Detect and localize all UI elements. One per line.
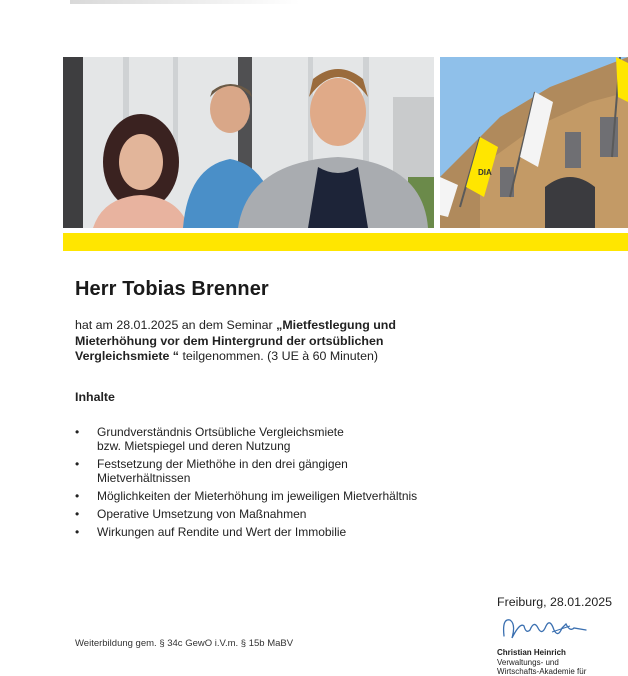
contents-heading: Inhalte	[75, 390, 115, 404]
signatory-org-line: Verwaltungs- und	[497, 658, 559, 667]
list-item	[75, 525, 505, 539]
list-item-line: Mietverhältnissen	[97, 471, 191, 485]
accent-band	[63, 233, 628, 251]
participation-statement	[75, 318, 435, 365]
legal-footer: Weiterbildung gem. § 34c GewO i.V.m. § 15b MaBV	[75, 638, 294, 649]
contents-list	[75, 425, 505, 543]
flag-text: DIA	[478, 168, 492, 177]
list-item-line: Operative Umsetzung von Maßnahmen	[97, 507, 307, 521]
bullet: •	[75, 425, 80, 439]
header-photo-people	[63, 57, 434, 228]
header-fragment	[70, 0, 300, 4]
header-photo-building	[440, 57, 628, 228]
bullet: •	[75, 507, 80, 521]
list-item	[75, 457, 505, 485]
list-item-line: bzw. Mietspiegel und deren Nutzung	[97, 439, 291, 453]
place-date: Freiburg, 28.01.2025	[497, 595, 613, 609]
intro-suffix: teilgenommen. (3 UE à 60 Minuten)	[179, 349, 379, 363]
signatory-organization	[497, 658, 607, 676]
signature-image	[500, 612, 590, 644]
list-item-line: Festsetzung der Miethöhe in den drei gängigen	[97, 457, 348, 471]
list-item-line: Grundverständnis Ortsübliche Vergleichsmiete	[97, 425, 344, 439]
bullet: •	[75, 457, 80, 471]
list-item-line: Wirkungen auf Rendite und Wert der Immobilie	[97, 525, 347, 539]
list-item-line: Möglichkeiten der Mieterhöhung im jeweiligen Mietverhältnis	[97, 489, 418, 503]
bullet: •	[75, 525, 80, 539]
recipient-name: Herr Tobias Brenner	[75, 278, 269, 300]
bullet: •	[75, 489, 80, 503]
signatory-name: Christian Heinrich	[497, 648, 566, 657]
signatory-org-line: Wirtschafts-Akademie für	[497, 667, 587, 676]
list-item	[75, 489, 505, 503]
intro-prefix: hat am 28.01.2025 an dem Seminar	[75, 318, 277, 332]
list-item	[75, 507, 505, 521]
seminar-title: „Mietfestlegung und Mieterhöhung vor dem Hintergrund der ortsüblichen Vergleichsmiete “	[75, 318, 396, 363]
list-item	[75, 425, 505, 453]
